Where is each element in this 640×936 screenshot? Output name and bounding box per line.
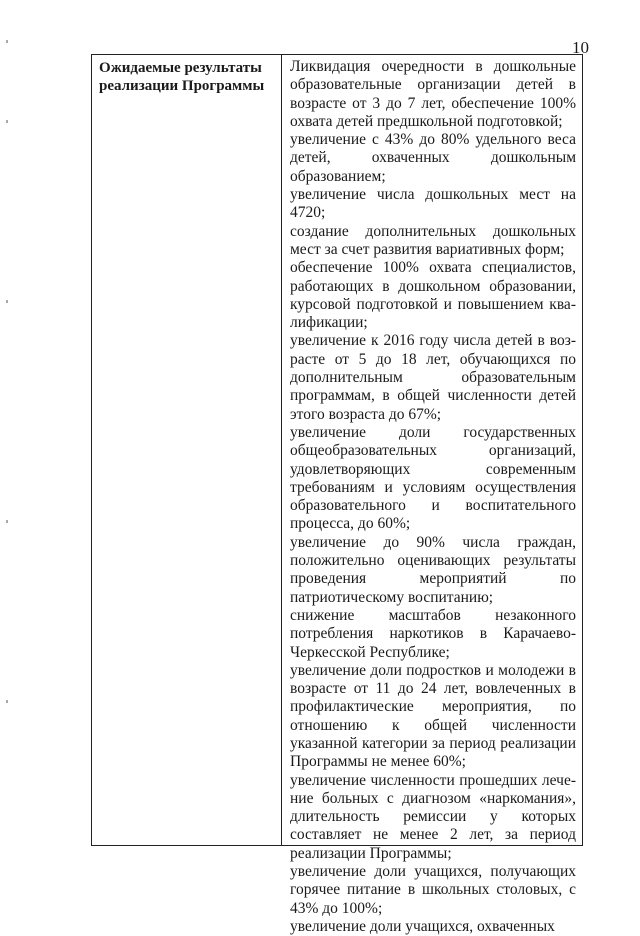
result-item: снижение масштабов незаконного потребления наркотиков в Карачаево-Черкесской Республике; [290,606,576,661]
result-item: увеличение доли учащихся, получающих горячее питание в школьных столовых, с 43% до 100%; [290,863,576,917]
result-item: увеличение числа дошкольных мест на 4720; [290,186,576,222]
scan-margin-marks [6,0,10,905]
result-item: увеличение к 2016 году числа детей в возрасте от 5 до 18 лет, обучающихся по дополнительным образовательным программам, в общей численности детей этого возраста до 67%; [290,332,576,423]
result-item: создание дополнительных дошкольных мест за счет развития вариативных форм; [290,222,576,258]
result-item: увеличение доли учащихся, охваченных [290,917,555,935]
program-passport-table [91,54,583,935]
result-item: Ликвидация очередности в дошкольные образовательные организации детей в возрасте от 3 до 7 лет, обеспечение 100% охвата детей предшкольной подготовкой; [290,58,576,130]
expected-results-list [282,55,582,935]
result-item: увеличение до 90% числа граждан, положительно оценивающих результаты проведения мероприятий по патриотическому воспитанию; [290,533,576,606]
result-item: увеличение доли подростков и молодежи в возрасте от 11 до 24 лет, вовлеченных в профилактические мероприятия, по отношению к общей численности указанной категории за период реализации Программы не менее 60%; [290,661,576,771]
expected-results-label: Ожидаемые результаты реализации Программы [92,55,282,845]
result-item: увеличение доли государственных общеобразовательных организаций, удовлетворяющих современным требованиям и условиям осуществления образовательного и воспитательного процесса, до 60%; [290,423,576,533]
result-item: увеличение с 43% до 80% удельного веса детей, охваченных дошкольным образованием; [290,131,576,185]
page-number: 10 [572,38,589,57]
result-item: обеспечение 100% охвата специалистов, работающих в дошкольном образовании, курсовой подготовкой и повышением квалификации; [290,259,576,332]
result-item: увеличение численности прошедших лечение больных с диагнозом «наркомания», длительность ремиссии у которых составляет не менее 2 лет, за период реализации Программы; [290,771,576,862]
